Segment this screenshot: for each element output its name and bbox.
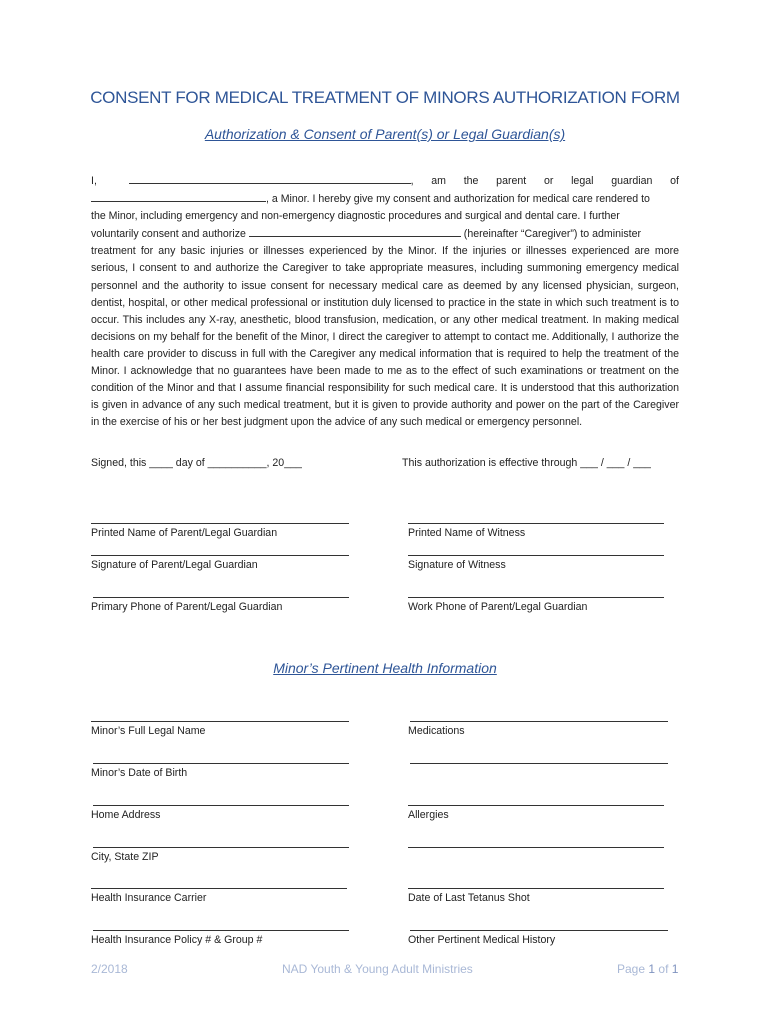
field-label: Health Insurance Carrier <box>91 892 207 904</box>
health-field-line[interactable] <box>93 763 349 764</box>
field-label: Printed Name of Witness <box>408 527 526 539</box>
field-label: Work Phone of Parent/Legal Guardian <box>408 601 588 613</box>
consent-line-1 <box>91 172 679 190</box>
consent-word: parent <box>496 175 527 187</box>
field-label: Health Insurance Policy # & Group # <box>91 934 263 946</box>
consent-line-3: the Minor, including emergency and non-emergency diagnostic procedures and surgical and dental care. I further <box>91 210 620 223</box>
signature-line[interactable] <box>408 523 664 524</box>
field-label: Home Address <box>91 809 161 821</box>
signed-date-line[interactable]: Signed, this ____ day of __________, 20___ <box>91 457 302 469</box>
consent-text: (hereinafter “Caregiver”) to administer <box>463 228 642 241</box>
field-label: Other Pertinent Medical History <box>408 934 556 946</box>
effective-date-line[interactable]: This authorization is effective through ___ / ___ / ___ <box>402 457 651 469</box>
health-field-line[interactable] <box>410 763 668 764</box>
consent-word: legal <box>571 175 594 187</box>
health-field-line[interactable] <box>91 721 349 722</box>
footer-date: 2/2018 <box>91 962 128 976</box>
parent-name-field[interactable] <box>129 172 411 184</box>
field-label: City, State ZIP <box>91 851 159 863</box>
health-section-title: Minor’s Pertinent Health Information <box>273 660 497 676</box>
consent-word: am <box>431 175 446 187</box>
signature-line[interactable] <box>408 597 664 598</box>
page-prefix: Page <box>617 962 646 976</box>
health-field-line[interactable] <box>408 805 664 806</box>
health-field-line[interactable] <box>93 805 349 806</box>
field-label: Primary Phone of Parent/Legal Guardian <box>91 601 283 613</box>
page-number: 1 <box>648 962 656 976</box>
footer-page <box>617 962 678 976</box>
consent-word: guardian <box>611 175 653 187</box>
health-field-line[interactable] <box>93 847 349 848</box>
consent-line-4 <box>91 225 679 243</box>
field-label: Medications <box>408 725 465 737</box>
consent-text: voluntarily consent and authorize <box>91 228 246 241</box>
consent-body <box>91 172 679 431</box>
consent-word: or <box>543 175 554 187</box>
field-label: Minor’s Full Legal Name <box>91 725 206 737</box>
signature-line[interactable] <box>408 555 664 556</box>
page-total: 1 <box>671 962 679 976</box>
consent-text: , a Minor. I hereby give my consent and authorization for medical care rendered to <box>266 193 650 206</box>
field-label: Date of Last Tetanus Shot <box>408 892 530 904</box>
form-title: CONSENT FOR MEDICAL TREATMENT OF MINORS AUTHORIZATION FORM <box>90 88 680 107</box>
signature-line[interactable] <box>91 555 349 556</box>
signature-line[interactable] <box>91 523 349 524</box>
consent-word: the <box>463 175 479 187</box>
consent-i: I, <box>91 175 97 187</box>
minor-name-field[interactable] <box>91 190 266 202</box>
page-of: of <box>658 962 669 976</box>
field-label: Allergies <box>408 809 449 821</box>
consent-word: of <box>670 175 679 187</box>
health-field-line[interactable] <box>93 930 349 931</box>
footer-org: NAD Youth & Young Adult Ministries <box>282 962 473 976</box>
consent-line-2 <box>91 190 679 208</box>
field-label: Signature of Witness <box>408 559 506 571</box>
field-label: Signature of Parent/Legal Guardian <box>91 559 258 571</box>
health-field-line[interactable] <box>410 930 668 931</box>
field-label: Minor’s Date of Birth <box>91 767 188 779</box>
consent-comma: , <box>410 175 414 187</box>
signature-line[interactable] <box>93 597 349 598</box>
health-field-line[interactable] <box>410 721 668 722</box>
health-field-line[interactable] <box>91 888 347 889</box>
field-label: Printed Name of Parent/Legal Guardian <box>91 527 278 539</box>
health-field-line[interactable] <box>408 888 664 889</box>
health-field-line[interactable] <box>408 847 664 848</box>
consent-paragraph: treatment for any basic injuries or illnesses experienced by the Minor. If the injuries or illnesses experienced are more serious, I consent to and authorize the Caregiver to take appropriate measures, including summoning emergency medical personnel and the authority to issue consent for necessary medical care as deemed by any licensed physician, surgeon, dentist, hospital, or other medical professional or institution duly licensed to practice in the state in which such treatment is to occur. This includes any X-ray, anesthetic, blood transfusion, medication, or any other medical treatment. In making medical decisions on my behalf for the benefit of the Minor, I direct the caregiver to attempt to contact me. Additionally, I authorize the health care provider to discuss in full with the Caregiver any medical information that is required to help the treatment of the Minor. I acknowledge that no guarantees have been made to me as to the effect of such examinations or treatment on the condition of the Minor and that I assume financial responsibility for such medical care. It is understood that this authorization is given in advance of any such medical treatment, but it is given to provide authority and power on the part of the Caregiver in the exercise of his or her best judgment upon the advice of any such medical or emergency personnel. <box>91 245 679 429</box>
caregiver-name-field[interactable] <box>249 225 461 237</box>
form-subtitle: Authorization & Consent of Parent(s) or Legal Guardian(s) <box>204 126 566 142</box>
